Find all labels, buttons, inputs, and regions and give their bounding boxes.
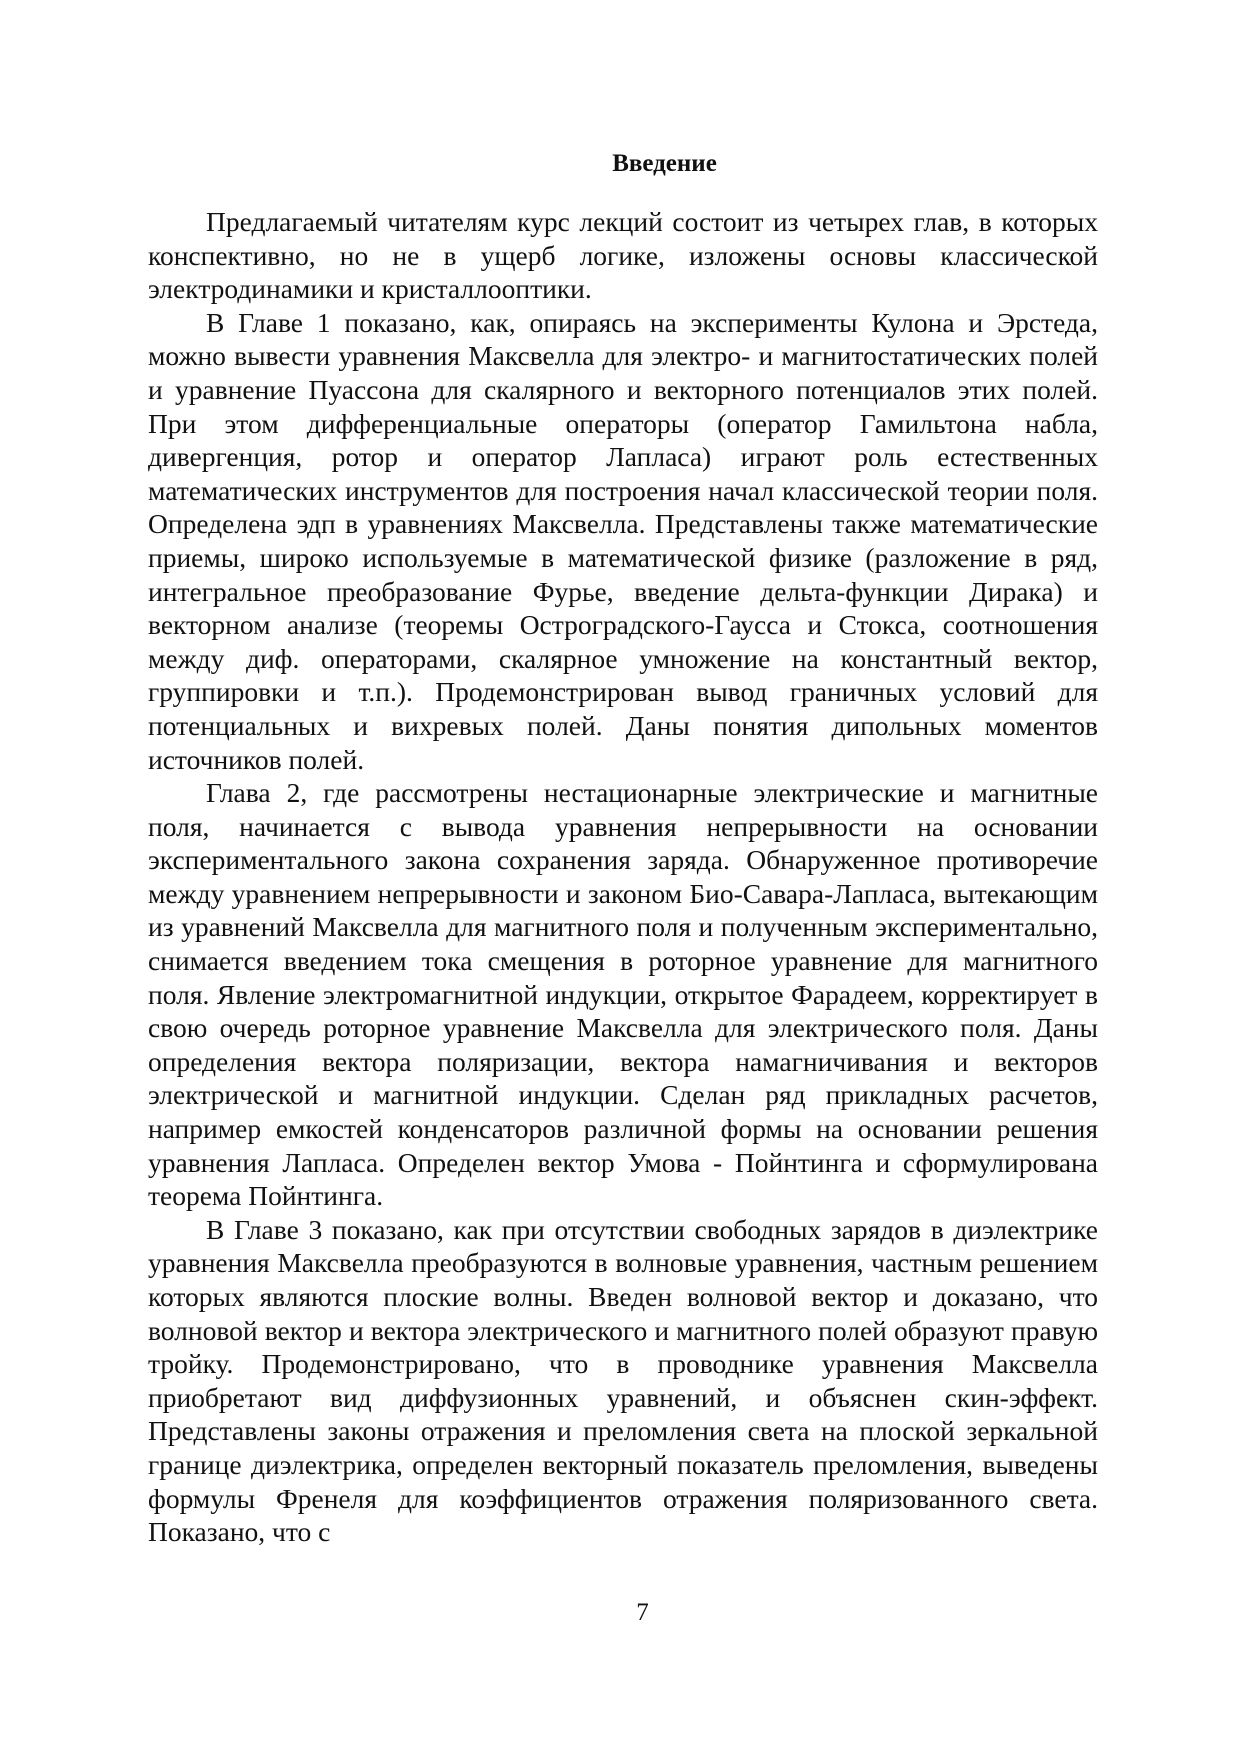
paragraph-chapter-3: В Главе 3 показано, как при отсутствии свободных зарядов в диэлектрике уравнения Максвелла преобразуются в волновые уравнения, частным решением которых являются плоские волны. Введен волновой вектор и доказано, что волновой вектор и вектора электрического и магнитного полей образуют правую тройку. Продемонстрировано, что в проводнике уравнения Максвелла приобретают вид диффузионных уравнений, и объяснен скин-эффект. Представлены законы отражения и преломления света на плоской зеркальной границе диэлектрика, определен векторный показатель преломления, выведены формулы Френеля для коэффициентов отражения поляризованного света. Показано, что с — [148, 1213, 1098, 1548]
paragraph-chapter-2: Глава 2, где рассмотрены нестационарные электрические и магнитные поля, начинается с вывода уравнения непрерывности на основании экспериментального закона сохранения заряда. Обнаруженное противоречие между уравнением непрерывности и законом Био-Савара-Лапласа, вытекающим из уравнений Максвелла для магнитного поля и полученным экспериментально, снимается введением тока смещения в роторное уравнение для магнитного поля. Явление электромагнитной индукции, открытое Фарадеем, корректирует в свою очередь роторное уравнение Максвелла для электрического поля. Даны определения вектора поляризации, вектора намагничивания и векторов электрической и магнитной индукции. Сделан ряд прикладных расчетов, например емкостей конденсаторов различной формы на основании решения уравнения Лапласа. Определен вектор Умова - Пойнтинга и сформулирована теорема Пойнтинга. — [148, 777, 1098, 1212]
paragraph-intro: Предлагаемый читателям курс лекций состоит из четырех глав, в которых конспективно, но не в ущерб логике, изложены основы классической электродинамики и кристаллооптики. — [148, 206, 1098, 305]
section-title: Введение — [612, 150, 717, 177]
page-number: 7 — [636, 1599, 649, 1626]
paragraph-chapter-1: В Главе 1 показано, как, опираясь на эксперименты Кулона и Эрстеда, можно вывести уравнения Максвелла для электро- и магнитостатических полей и уравнение Пуассона для скалярного и векторного потенциалов этих полей. При этом дифференциальные операторы (оператор Гамильтона набла, дивергенция, ротор и оператор Лапласа) играют роль естественных математических инструментов для построения начал классической теории поля. Определена эдп в уравнениях Максвелла. Представлены также математические приемы, широко используемые в математической физике (разложение в ряд, интегральное преобразование Фурье, введение дельта-функции Дирака) и векторном анализе (теоремы Остроградского-Гаусса и Стокса, соотношения между диф. операторами, скалярное умножение на константный вектор, группировки и т.п.). Продемонстрирован вывод граничных условий для потенциальных и вихревых полей. Даны понятия дипольных моментов источников полей. — [148, 306, 1098, 775]
body-text — [148, 205, 1098, 1549]
